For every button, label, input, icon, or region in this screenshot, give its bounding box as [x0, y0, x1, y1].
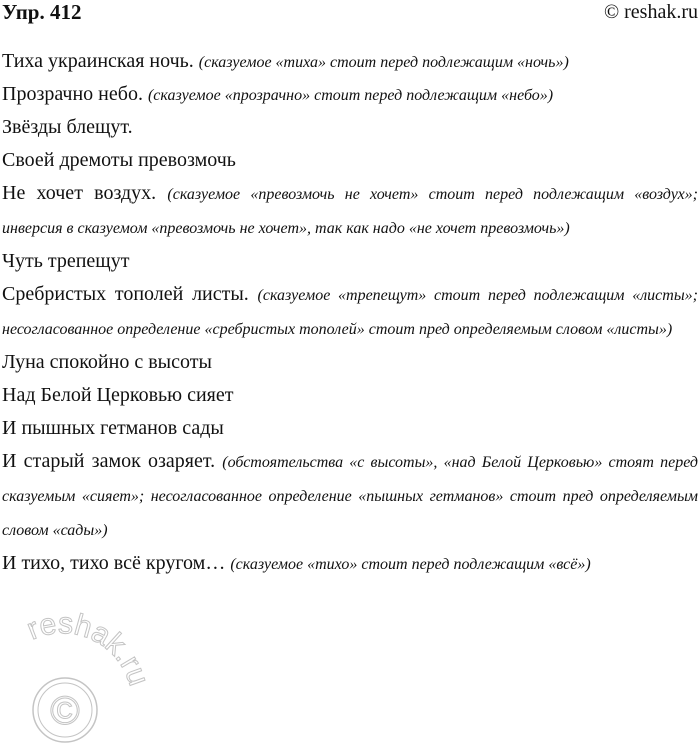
verse-text: Прозрачно небо.	[2, 83, 143, 105]
verse-line	[2, 346, 698, 379]
verse-line	[2, 177, 698, 245]
verse-line	[2, 278, 698, 346]
verse-line	[2, 412, 698, 445]
verse-text: И старый замок озаряет.	[2, 450, 216, 472]
verse-text: Луна спокойно с высоты	[2, 351, 212, 373]
verse-line	[2, 547, 698, 581]
grammar-note: (сказуемое «трепещут» стоит перед подлежащим «листы»; несогласованное определение «сребристых тополей» стоит пред определяемым словом «листы»)	[2, 287, 698, 338]
verse-text: Чуть трепещут	[2, 250, 130, 272]
verse-line	[2, 78, 698, 111]
verse-line	[2, 144, 698, 177]
grammar-note: (сказуемое «превозмочь не хочет» стоит перед подлежащим «воздух»; инверсия в сказуемом «превозмочь не хочет», так как надо «не хочет превозмочь»)	[2, 186, 699, 237]
grammar-note: (сказуемое «тихо» стоит перед подлежащим «всё»)	[230, 556, 591, 573]
verse-text: Своей дремоты превозмочь	[2, 149, 236, 171]
exercise-title: Упр. 412	[2, 0, 82, 24]
svg-text:reshak.ru	[22, 607, 155, 690]
verse-line	[2, 111, 698, 144]
verse-line	[2, 45, 698, 78]
verse-text: И пышных гетманов сады	[2, 417, 224, 439]
page-header	[0, 0, 700, 30]
grammar-note: (обстоятельства «с высоты», «над Белой Церковью» стоят перед сказуемым «сияет»; несогласованное определение «пышных гетманов» стоит пред определяемым словом «сады»)	[2, 454, 698, 539]
exercise-answer	[2, 45, 698, 581]
grammar-note: (сказуемое «тиха» стоит перед подлежащим «ночь»)	[198, 54, 569, 71]
watermark-text: reshak.ru	[22, 606, 156, 690]
verse-text: Не хочет воздух.	[2, 182, 157, 204]
verse-text: И тихо, тихо всё кругом…	[2, 552, 226, 574]
grammar-note: (сказуемое «прозрачно» стоит перед подлежащим «небо»)	[147, 87, 554, 104]
verse-line	[2, 379, 698, 412]
copyright-label: © reshak.ru	[603, 1, 698, 23]
verse-text: Тиха украинская ночь.	[2, 50, 194, 72]
verse-text: Сребристых тополей листы.	[2, 283, 249, 305]
watermark-symbol: ©	[50, 689, 80, 733]
reshak-watermark-icon	[10, 600, 160, 750]
verse-line	[2, 245, 698, 278]
verse-text: Над Белой Церковью сияет	[2, 384, 234, 406]
verse-line	[2, 445, 698, 547]
verse-text: Звёзды блещут.	[2, 116, 133, 138]
